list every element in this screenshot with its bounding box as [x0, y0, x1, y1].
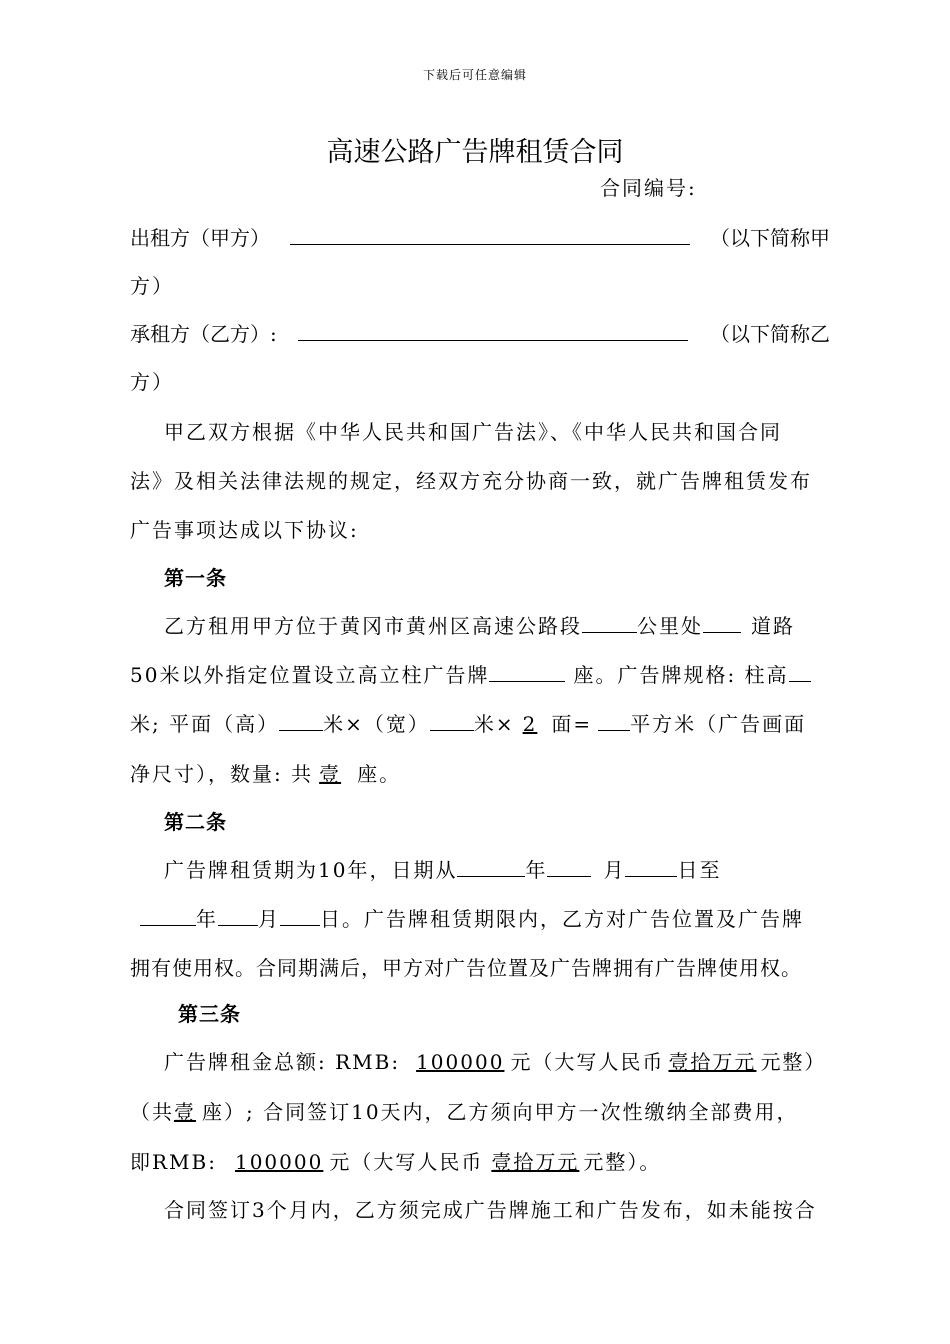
article-1-heading: 第一条: [164, 566, 227, 590]
article-1-text: 座。: [357, 762, 402, 786]
article-1-text: 米×: [473, 712, 515, 736]
seat-count-value: 壹: [174, 1100, 196, 1124]
road-blank[interactable]: [703, 612, 741, 633]
article-1-text: 米×（宽）: [323, 712, 430, 736]
end-day-blank[interactable]: [280, 905, 320, 926]
article-1-line-1: [164, 612, 830, 640]
width-blank[interactable]: [430, 710, 474, 731]
article-3-text: 座）; 合同签订10天内，乙方须向甲方一次性缴纳全部费用，: [202, 1100, 799, 1124]
height-blank[interactable]: [279, 710, 323, 731]
lessor-suffix: （以下简称甲: [710, 226, 830, 250]
pillar-height-blank[interactable]: [789, 661, 811, 682]
article-2-text: 月: [603, 858, 626, 882]
payment-words: 壹拾万元: [491, 1150, 580, 1174]
article-3-text: 元（大写人民币: [510, 1050, 665, 1074]
article-2-text: 日至: [677, 858, 722, 882]
article-1-text: 净尺寸），数量: 共: [130, 762, 314, 786]
start-day-blank[interactable]: [625, 856, 677, 877]
article-1-line-4: [130, 760, 830, 788]
article-1-line-2: [130, 661, 830, 689]
document-title: 高速公路广告牌租赁合同: [326, 137, 624, 168]
quantity-value: 壹: [319, 762, 342, 786]
article-3-line-1: [164, 1048, 830, 1076]
article-2-text: 年: [525, 858, 548, 882]
article-1-text: 公里处: [637, 614, 703, 638]
payment-amount: 100000: [234, 1150, 324, 1174]
article-2-text: 月: [258, 907, 280, 931]
article-2-text: 广告牌租赁期为10年，日期从: [164, 858, 458, 882]
article-3-line-4: 合同签订3个月内，乙方须完成广告牌施工和广告发布，如未能按合: [164, 1198, 817, 1222]
article-2-line-1: [164, 856, 830, 884]
article-3-text: （共: [130, 1100, 174, 1124]
article-2-line-3: 拥有使用权。合同期满后，甲方对广告位置及广告牌拥有广告牌使用权。: [130, 956, 802, 980]
lessor-name-blank[interactable]: [290, 224, 690, 245]
article-3-text: 元整）: [760, 1050, 827, 1074]
page-header-note: 下载后可任意编辑: [422, 68, 527, 82]
lessee-suffix: （以下简称乙: [710, 322, 830, 346]
article-2-heading: 第二条: [164, 810, 227, 834]
article-1-line-3: [130, 710, 830, 738]
lessee-line: [130, 320, 830, 348]
article-3-line-2: [130, 1098, 830, 1126]
article-1-text: 乙方租用甲方位于黄冈市黄州区高速公路段: [164, 614, 582, 638]
article-1-text: 座。广告牌规格: 柱高: [573, 663, 789, 687]
faces-value: 2: [522, 712, 538, 736]
preamble-line-2: 法》及相关法律法规的规定，经双方充分协商一致，就广告牌租赁发布: [130, 469, 812, 493]
article-1-text: 道路: [751, 614, 795, 638]
end-month-blank[interactable]: [218, 905, 258, 926]
article-1-text: 米; 平面（高）: [130, 712, 280, 736]
lessee-label: 承租方（乙方）:: [130, 322, 277, 346]
preamble-line-1: 甲乙双方根据《中华人民共和国广告法》、《中华人民共和国合同: [164, 420, 782, 444]
lessor-line: [130, 224, 830, 252]
contract-number-label: 合同编号:: [600, 176, 697, 200]
lessee-name-blank[interactable]: [298, 320, 688, 341]
article-2-text: 年: [196, 907, 218, 931]
article-3-text: 即RMB:: [130, 1150, 217, 1174]
lessor-label: 出租方（甲方）: [130, 226, 270, 250]
start-month-blank[interactable]: [547, 856, 591, 877]
area-blank[interactable]: [598, 710, 630, 731]
lessee-suffix-end: 方）: [130, 370, 174, 394]
article-3-heading: 第三条: [178, 1002, 241, 1026]
article-1-text: 平方米（广告画面: [630, 712, 807, 736]
article-3-text: 元（大写人民币: [329, 1150, 484, 1174]
article-3-line-3: [130, 1148, 830, 1176]
article-3-text: 元整）。: [583, 1150, 662, 1174]
start-year-blank[interactable]: [457, 856, 525, 877]
km-blank[interactable]: [582, 612, 637, 633]
preamble-line-3: 广告事项达成以下协议:: [130, 518, 359, 542]
article-2-line-2: [140, 905, 830, 933]
article-3-text: 广告牌租金总额: RMB:: [164, 1050, 401, 1074]
billboard-count-blank[interactable]: [489, 661, 565, 682]
article-1-text: 50米以外指定位置设立高立柱广告牌: [130, 663, 490, 687]
article-1-text: 面=: [551, 712, 593, 736]
end-year-blank[interactable]: [140, 905, 196, 926]
rent-total-amount: 100000: [416, 1050, 505, 1074]
rent-total-words: 壹拾万元: [668, 1050, 757, 1074]
article-2-text: 日。广告牌租赁期限内，乙方对广告位置及广告牌: [320, 907, 804, 931]
lessor-suffix-end: 方）: [130, 274, 174, 298]
